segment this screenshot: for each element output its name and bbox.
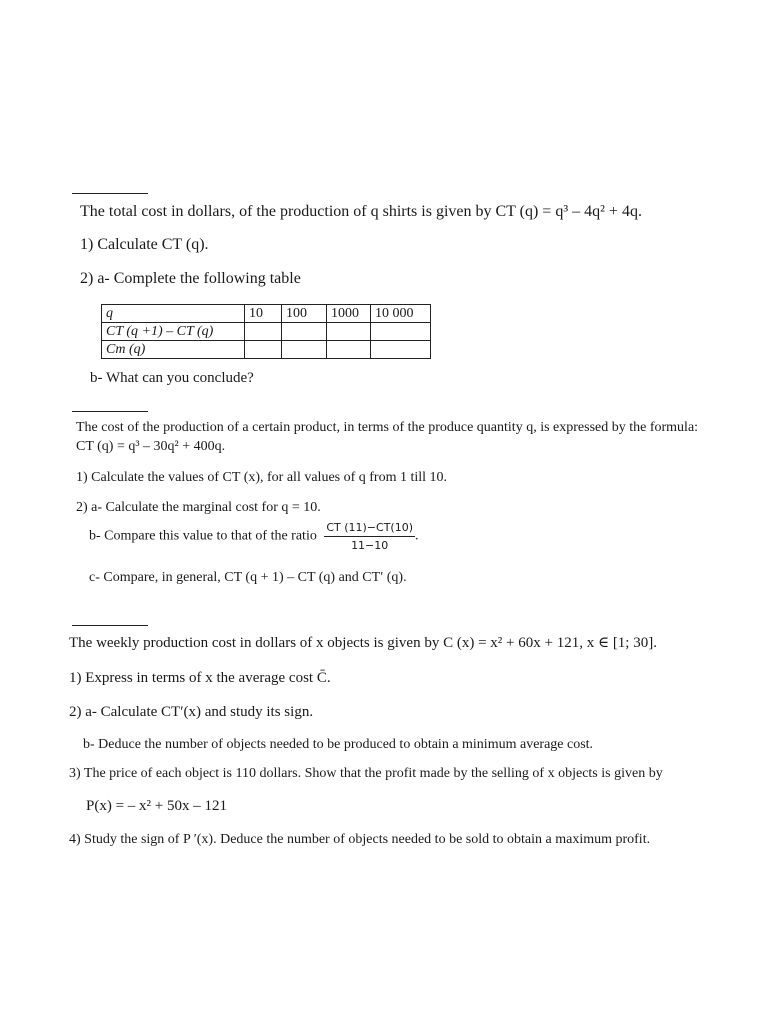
ratio-numerator: CT (11)−CT(10) — [324, 521, 415, 537]
table-cell: CT (q +1) – CT (q) — [102, 323, 245, 341]
exercise-3-intro: The weekly production cost in dollars of x objects is given by C (x) = x² + 60x + 121, x ∈ [1; 30]. — [69, 635, 657, 651]
exercise-1-question-2b: b- What can you conclude? — [90, 370, 254, 386]
table-row — [102, 305, 431, 323]
exercise-3-question-4: 4) Study the sign of P ′(x). Deduce the number of objects needed to be sold to obtain a maximum profit. — [69, 832, 651, 847]
values-table — [101, 304, 431, 359]
table-cell — [327, 341, 371, 359]
table-cell: 1000 — [327, 305, 371, 323]
table-cell — [327, 323, 371, 341]
table-cell: 100 — [282, 305, 327, 323]
table-cell — [282, 323, 327, 341]
exercise-3-profit-formula: P(x) = – x² + 50x – 121 — [86, 798, 227, 814]
table-cell: 10 — [245, 305, 282, 323]
exercise-3-question-2b: b- Deduce the number of objects needed to be produced to obtain a minimum average cost. — [83, 737, 594, 752]
table-cell: q — [102, 305, 245, 323]
exercise-1-intro: The total cost in dollars, of the production of q shirts is given by CT (q) = q³ – 4q² + 4q. — [80, 203, 642, 220]
exercise-1-divider — [72, 193, 148, 194]
table-cell — [245, 323, 282, 341]
exercise-3-question-3: 3) The price of each object is 110 dollars. Show that the profit made by the selling of x objects is given by — [69, 766, 663, 781]
exercise-2-divider — [72, 411, 148, 412]
table-cell: Cm (q) — [102, 341, 245, 359]
exercise-2-formula: CT (q) = q³ – 30q² + 400q. — [76, 439, 226, 454]
table-cell — [371, 323, 431, 341]
ratio-fraction — [324, 521, 415, 552]
exercise-3-question-1: 1) Express in terms of x the average cost C̄. — [69, 670, 331, 686]
question-2b-text: b- Compare this value to that of the ratio — [89, 528, 317, 544]
table-cell — [282, 341, 327, 359]
exercise-2-question-2c: c- Compare, in general, CT (q + 1) – CT (q) and CT′ (q). — [89, 570, 407, 585]
exercise-2-question-1: 1) Calculate the values of CT (x), for all values of q from 1 till 10. — [76, 470, 448, 485]
table-cell: 10 000 — [371, 305, 431, 323]
exercise-3-divider — [72, 625, 148, 626]
table-row — [102, 323, 431, 341]
table-cell — [371, 341, 431, 359]
exercise-1-question-2a: 2) a- Complete the following table — [80, 270, 301, 287]
table-cell — [245, 341, 282, 359]
exercise-1-question-1: 1) Calculate CT (q). — [80, 236, 209, 253]
exercise-3-question-2a: 2) a- Calculate CT′(x) and study its sign. — [69, 704, 314, 720]
ratio-denominator: 11−10 — [351, 539, 389, 552]
exercise-2-question-2a: 2) a- Calculate the marginal cost for q = 10. — [76, 500, 321, 515]
exercise-2-intro: The cost of the production of a certain product, in terms of the produce quantity q, is expressed by the formula: — [76, 420, 699, 435]
exercise-2-question-2b: b- Compare this value to that of the ratio $\frac{CT (11)-CT(10)}{11-10}$ . — [89, 521, 419, 552]
table-row — [102, 341, 431, 359]
